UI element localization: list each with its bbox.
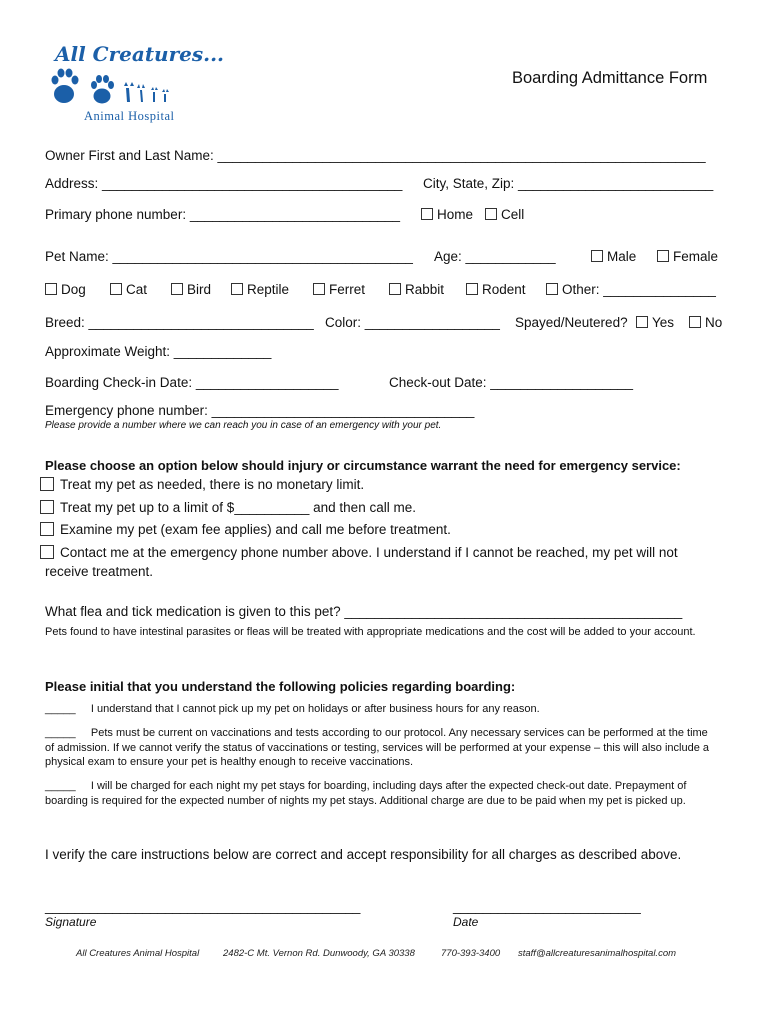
emergency-option-1[interactable]: Treat my pet as needed, there is no monetary limit. [40, 477, 364, 492]
policy-3: _____ I will be charged for each night my pet stays for boarding, including days after the expected check-out date. Prepayment of boarding is required for the expected number of nights my pet stays. Additional charge are due to be paid when my pet is picked up. [45, 780, 687, 807]
spayed-yes-option[interactable]: Yes [636, 315, 674, 330]
logo [50, 42, 225, 127]
signature-line[interactable]: __________________________________________ [45, 899, 361, 914]
flea-question-field[interactable]: What flea and tick medication is given to this pet? _____________________________________________ [45, 604, 683, 619]
option-2-checkbox[interactable] [40, 500, 54, 514]
pet-name-field[interactable]: Pet Name: ________________________________________ [45, 249, 413, 264]
bird-checkbox[interactable] [171, 283, 183, 295]
policy-2: _____ Pets must be current on vaccinations and tests according to our protocol. Any necessary services can be performed at the time of admission. If we cannot verify the status of vaccinations or testing, services will be performed at your expense – this will also include a physical exam to ensure your pet is healthy enough to receive vaccinations. [45, 727, 709, 768]
spayed-no-option[interactable]: No [689, 315, 722, 330]
logo-name: All Creatures... [55, 42, 225, 66]
initial-blank-2[interactable]: _____ [45, 727, 76, 739]
species-bird[interactable]: Bird [171, 282, 211, 297]
male-checkbox[interactable] [591, 250, 603, 262]
color-field[interactable]: Color: __________________ [325, 315, 500, 330]
dog-checkbox[interactable] [45, 283, 57, 295]
female-option[interactable]: Female [657, 249, 718, 264]
breed-field[interactable]: Breed: ______________________________ [45, 315, 314, 330]
option-4-checkbox[interactable] [40, 545, 54, 559]
emergency-heading: Please choose an option below should injury or circumstance warrant the need for emergency service: [45, 458, 681, 473]
date-line[interactable]: _________________________ [453, 899, 641, 914]
species-rabbit[interactable]: Rabbit [389, 282, 444, 297]
option-1-checkbox[interactable] [40, 477, 54, 491]
logo-sub: Animal Hospital [84, 109, 175, 123]
no-checkbox[interactable] [689, 316, 701, 328]
emergency-option-4[interactable]: Contact me at the emergency phone number above. I understand if I cannot be reached, my pet will not [40, 545, 678, 560]
phone-field[interactable]: Primary phone number: ____________________________ [45, 207, 401, 222]
initial-blank-1[interactable]: _____ [45, 703, 76, 715]
footer-name: All Creatures Animal Hospital [76, 948, 200, 959]
emergency-option-3[interactable]: Examine my pet (exam fee applies) and call me before treatment. [40, 522, 451, 537]
other-checkbox[interactable] [546, 283, 558, 295]
date-label: Date [453, 915, 479, 929]
species-rodent[interactable]: Rodent [466, 282, 526, 297]
cell-option[interactable]: Cell [485, 207, 524, 222]
address-field[interactable]: Address: ________________________________________ [45, 176, 403, 191]
species-dog[interactable]: Dog [45, 282, 86, 297]
emergency-option-4-cont: receive treatment. [45, 564, 154, 579]
species-cat[interactable]: Cat [110, 282, 147, 297]
emergency-note: Please provide a number where we can reach you in case of an emergency with your pet. [45, 420, 442, 431]
emergency-option-2[interactable]: Treat my pet up to a limit of $__________ and then call me. [40, 500, 416, 515]
male-option[interactable]: Male [591, 249, 636, 264]
weight-field[interactable]: Approximate Weight: _____________ [45, 344, 272, 359]
species-reptile[interactable]: Reptile [231, 282, 289, 297]
checkout-field[interactable]: Check-out Date: ___________________ [389, 375, 633, 390]
form-title: Boarding Admittance Form [512, 69, 708, 87]
spayed-label: Spayed/Neutered? [515, 315, 628, 330]
checkin-field[interactable]: Boarding Check-in Date: ___________________ [45, 375, 339, 390]
flea-note: Pets found to have intestinal parasites or fleas will be treated with appropriate medications and the cost will be added to your account. [45, 626, 696, 638]
rabbit-checkbox[interactable] [389, 283, 401, 295]
rodent-checkbox[interactable] [466, 283, 478, 295]
female-checkbox[interactable] [657, 250, 669, 262]
city-state-zip-field[interactable]: City, State, Zip: __________________________ [423, 176, 714, 191]
home-option[interactable]: Home [421, 207, 473, 222]
reptile-checkbox[interactable] [231, 283, 243, 295]
cell-checkbox[interactable] [485, 208, 497, 220]
ferret-checkbox[interactable] [313, 283, 325, 295]
cat-checkbox[interactable] [110, 283, 122, 295]
initial-blank-3[interactable]: _____ [45, 780, 76, 792]
emergency-phone-field[interactable]: Emergency phone number: ___________________________________ [45, 403, 475, 418]
yes-checkbox[interactable] [636, 316, 648, 328]
home-checkbox[interactable] [421, 208, 433, 220]
paw-prints-icon [50, 66, 175, 108]
policies-heading: Please initial that you understand the following policies regarding boarding: [45, 679, 516, 694]
policy-1: _____ I understand that I cannot pick up my pet on holidays or after business hours for any reason. [45, 703, 540, 715]
footer-address: 2482-C Mt. Vernon Rd. Dunwoody, GA 30338 [223, 948, 415, 959]
species-other[interactable]: Other: _______________ [546, 282, 716, 297]
footer-phone: 770-393-3400 [441, 948, 501, 959]
owner-name-field[interactable]: Owner First and Last Name: _________________________________________________________________ [45, 148, 706, 163]
signature-label: Signature [45, 915, 97, 929]
footer-email: staff@allcreaturesanimalhospital.com [518, 948, 677, 959]
verify-statement: I verify the care instructions below are correct and accept responsibility for all charges as described above. [45, 847, 682, 862]
age-field[interactable]: Age: ____________ [434, 249, 556, 264]
species-ferret[interactable]: Ferret [313, 282, 365, 297]
option-3-checkbox[interactable] [40, 522, 54, 536]
